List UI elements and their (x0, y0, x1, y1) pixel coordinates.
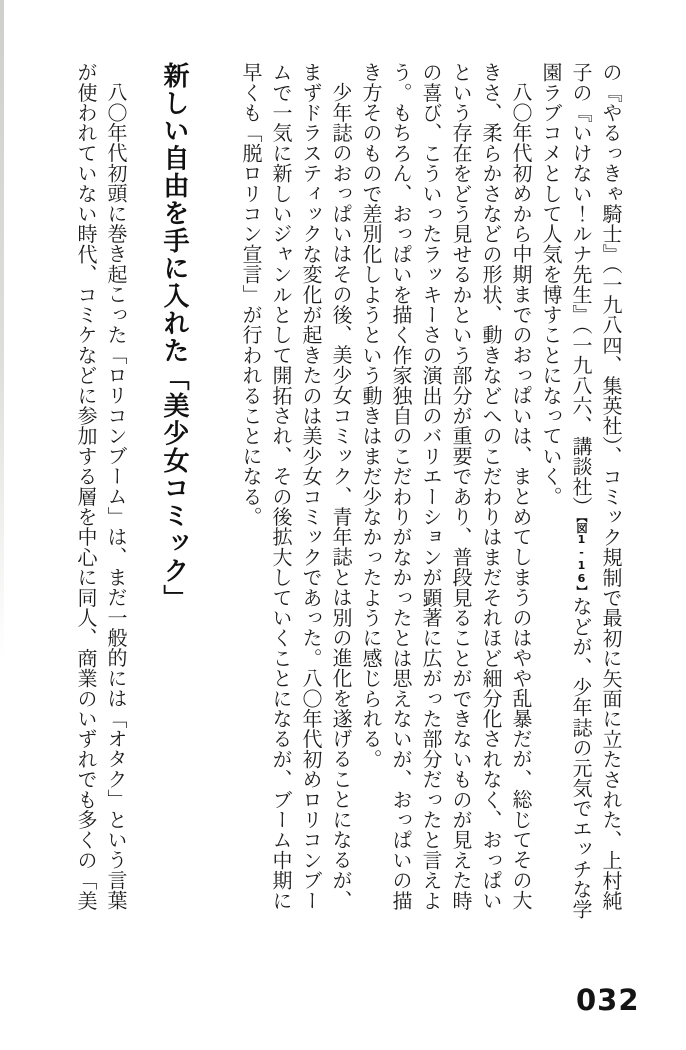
vertical-text-block (60, 62, 626, 926)
page-number: 032 (576, 983, 640, 1017)
figure-reference-1-16: 【図1-16】 (575, 516, 588, 597)
section-heading: 新しい自由を手に入れた「美少女コミック」 (159, 62, 189, 612)
paragraph-1 (536, 62, 626, 926)
paragraph-1-text-after-figref: などが、少年誌の元気でエッチな学園ラブコメとして人気を博すことになっていく。 (539, 62, 593, 920)
page-edge-shadow (0, 0, 4, 660)
paragraph-3: 少年誌のおっぱいはその後、美少女コミック、青年誌とは別の進化を遂げることになるが、まずドラスティックな変化が起きたのは美少女コミックであった。八〇年代初めロリコンブームで一気に新しいジャンルとして開拓され、その後拡大していくことになるが、ブーム中期に早くも「脱ロリコン宣言」が行われることになる。 (239, 62, 353, 911)
paragraph-2: 八〇年代初めから中期までのおっぱいは、まとめてしまうのはやや乱暴だが、総じてその大きさ、柔らかさなどの形状、動きなどへのこだわりはまだそれほど細分化されなく、おっぱいという存在をどう見せるかという部分が重要であり、普段見ることができないものが見えた時の喜び、こういったラッキーさの演出のバリエーションが顕著に広がった部分だったと言えよう。もちろん、おっぱいを描く作家独自のこだわりがなかったとは思えないが、おっぱいの描き方そのもので差別化しようという動きはまだ少なかったように感じられる。 (359, 62, 533, 911)
paragraph-1-text-before-figref: の『やるっきゃ騎士』（一九八四、集英社）、コミック規制で最初に矢面に立たされた、上村純子の『いけない！ルナ先生』（一九八六、講談社） (569, 62, 623, 911)
paragraph-4: 八〇年代初頭に巻き起こった「ロリコンブーム」は、まだ一般的には「オタク」という言葉が使われていない時代、コミケなどに参加する層を中心に同人、商業のいずれでも多くの「美 (74, 62, 128, 911)
